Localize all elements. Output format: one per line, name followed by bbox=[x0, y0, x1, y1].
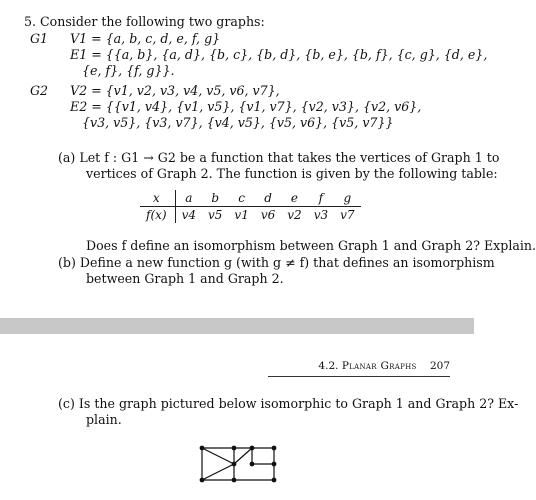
graph-vertex bbox=[272, 446, 277, 451]
graph-figure bbox=[196, 434, 280, 494]
graph2-label: G2 bbox=[30, 83, 49, 98]
table-cell: g bbox=[334, 190, 360, 207]
function-table bbox=[140, 190, 361, 223]
table-cell: v1 bbox=[234, 208, 249, 222]
graph1-edges-line2: {e, f}, {f, g}}. bbox=[82, 63, 175, 78]
table-cell: f bbox=[308, 190, 334, 207]
graph-vertex bbox=[250, 446, 255, 451]
table-cell: v4 bbox=[181, 208, 196, 222]
graph-vertex bbox=[232, 478, 237, 483]
part-b-line2: between Graph 1 and Graph 2. bbox=[86, 271, 284, 286]
graph-vertex bbox=[272, 478, 277, 483]
graph2-vertices: V2 = {v1, v2, v3, v4, v5, v6, v7}, bbox=[70, 83, 280, 98]
section-number: 4.2. bbox=[318, 360, 339, 372]
part-a-question: Does f define an isomorphism between Graph 1 and Graph 2? Explain. bbox=[86, 238, 536, 253]
page-number: 207 bbox=[429, 360, 450, 372]
table-cell: v6 bbox=[260, 208, 276, 222]
graph-vertex bbox=[272, 462, 277, 467]
graph-edge bbox=[234, 448, 252, 464]
bottom-page bbox=[0, 334, 519, 500]
graph1-edges-line1: E1 = {{a, b}, {a, d}, {b, c}, {b, d}, {b, e}, {b, f}, {c, g}, {d, e}, bbox=[70, 47, 488, 62]
graph-vertex bbox=[232, 462, 237, 467]
graph-edge bbox=[202, 464, 234, 480]
part-b-line1: (b) Define a new function g (with g ≠ f) that defines an isomorphism bbox=[58, 255, 495, 270]
part-c-line2: plain. bbox=[86, 412, 122, 427]
table-cell: v5 bbox=[208, 208, 223, 222]
graph-vertex bbox=[250, 462, 255, 467]
table-cell: a bbox=[175, 190, 202, 207]
function-table-header bbox=[140, 190, 361, 207]
table-cell: x bbox=[140, 190, 175, 207]
graph-vertex bbox=[200, 446, 205, 451]
table-cell: d bbox=[255, 190, 281, 207]
table-cell: v3 bbox=[313, 208, 329, 222]
section-title: Planar Graphs bbox=[341, 360, 417, 372]
table-cell: c bbox=[228, 190, 254, 207]
part-a-line2: vertices of Graph 2. The function is given by the following table: bbox=[86, 166, 498, 181]
graph-vertex bbox=[232, 446, 237, 451]
graph2-edges-line1: E2 = {{v1, v4}, {v1, v5}, {v1, v7}, {v2, v3}, {v2, v6}, bbox=[70, 99, 422, 114]
problem-heading: 5. Consider the following two graphs: bbox=[24, 14, 265, 29]
graph2-edges-line2: {v3, v5}, {v3, v7}, {v4, v5}, {v5, v6}, {v5, v7}} bbox=[82, 115, 394, 130]
page-separator bbox=[0, 318, 474, 334]
header-rule bbox=[268, 376, 450, 377]
running-header bbox=[318, 360, 450, 372]
table-cell: v2 bbox=[287, 208, 302, 222]
graph1-label: G1 bbox=[30, 31, 49, 46]
part-a-line1: (a) Let f : G1 → G2 be a function that takes the vertices of Graph 1 to bbox=[58, 150, 500, 165]
function-table-row bbox=[140, 207, 361, 224]
table-cell: v7 bbox=[340, 208, 355, 222]
table-cell: e bbox=[281, 190, 307, 207]
table-cell: f(x) bbox=[140, 207, 175, 224]
table-cell: b bbox=[202, 190, 228, 207]
graph-edge bbox=[202, 448, 234, 464]
part-c-line1: (c) Is the graph pictured below isomorphic to Graph 1 and Graph 2? Ex- bbox=[58, 396, 519, 411]
graph1-vertices: V1 = {a, b, c, d, e, f, g} bbox=[70, 31, 221, 46]
graph-vertex bbox=[200, 478, 205, 483]
